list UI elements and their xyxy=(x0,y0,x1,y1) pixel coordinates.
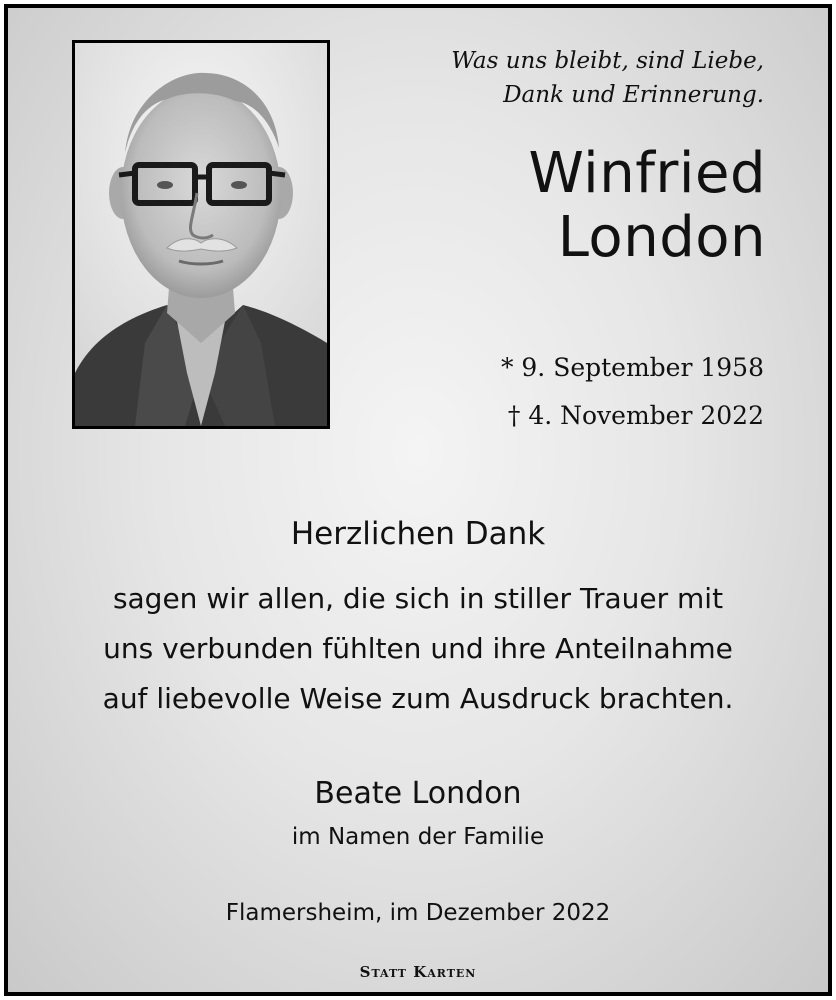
first-name: Winfried xyxy=(528,141,766,206)
memorial-quote xyxy=(384,44,764,112)
thanks-line: auf liebevolle Weise zum Ausdruck brachten. xyxy=(102,682,734,715)
signer-subtitle: im Namen der Familie xyxy=(291,824,545,850)
death-date: † 4. November 2022 xyxy=(507,401,764,430)
place-date: Flamersheim, im Dezember 2022 xyxy=(225,900,611,926)
life-dates xyxy=(501,344,764,440)
last-name: London xyxy=(557,205,766,270)
obituary-card xyxy=(4,4,832,996)
signer-name: Beate London xyxy=(314,776,522,811)
thanks-line: sagen wir allen, die sich in stiller Trauer mit xyxy=(112,582,724,615)
thanks-heading: Herzlichen Dank xyxy=(290,516,546,552)
thanks-text xyxy=(8,574,828,724)
quote-line: Was uns bleibt, sind Liebe, xyxy=(451,48,764,74)
deceased-name xyxy=(529,142,767,270)
birth-date: * 9. September 1958 xyxy=(500,353,764,382)
footer-note: Statt Karten xyxy=(359,963,477,981)
portrait-photo xyxy=(72,40,330,429)
quote-line: Dank und Erinnerung. xyxy=(503,82,764,108)
portrait-photo-icon xyxy=(75,43,327,426)
thanks-line: uns verbunden fühlten und ihre Anteilnahme xyxy=(103,632,733,665)
